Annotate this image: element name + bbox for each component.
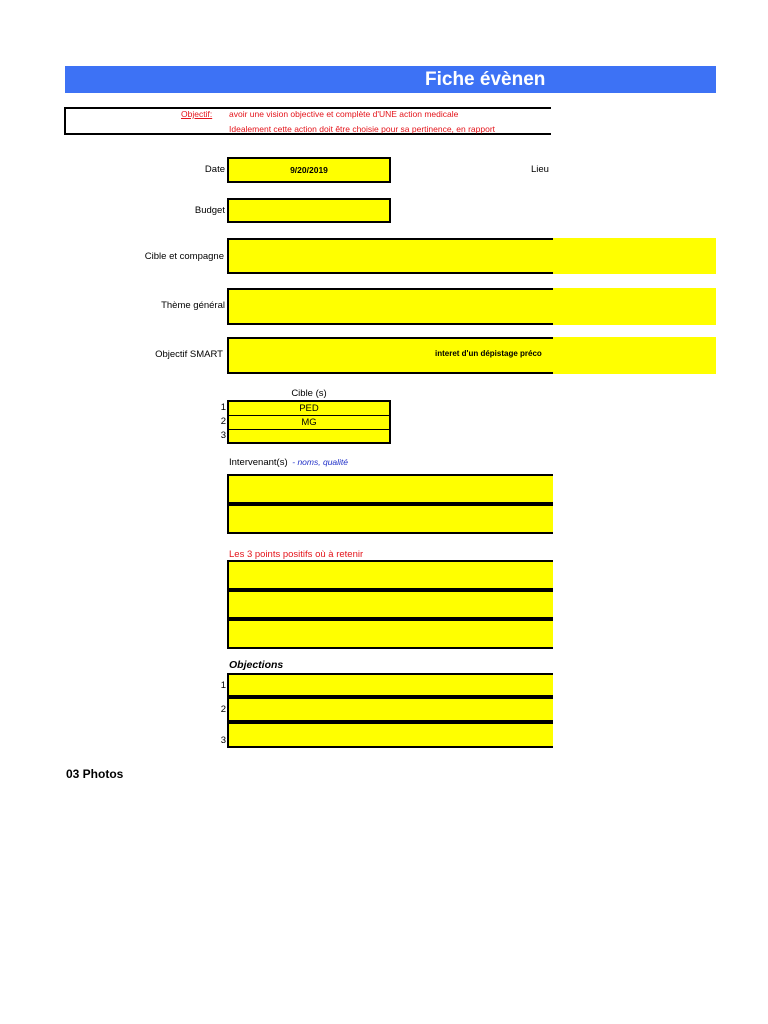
intervenants-label-text: Intervenant(s) — [229, 457, 288, 468]
title-bar — [65, 66, 716, 93]
page-title: Fiche évènen — [425, 69, 546, 90]
cibles-table — [227, 400, 391, 444]
date-field[interactable] — [227, 157, 391, 183]
date-value: 9/20/2019 — [290, 165, 328, 175]
cible-row[interactable] — [229, 402, 389, 416]
cible-row[interactable] — [229, 416, 389, 430]
smart-field[interactable] — [227, 337, 716, 374]
objection-field[interactable] — [227, 673, 553, 697]
objection-field[interactable] — [227, 697, 553, 722]
smart-value: interet d'un dépistage préco — [435, 349, 542, 358]
cibles-header: Cible (s) — [291, 388, 327, 399]
lieu-label: Lieu — [531, 164, 549, 175]
cible-value: MG — [301, 417, 317, 428]
point-field[interactable] — [227, 590, 553, 619]
theme-field[interactable] — [227, 288, 716, 325]
cible-value: PED — [299, 403, 319, 414]
budget-label: Budget — [194, 205, 225, 216]
budget-field[interactable] — [227, 198, 391, 223]
objection-row-number: 2 — [220, 704, 226, 715]
cible-campagne-label: Cible et compagne — [144, 251, 224, 262]
objection-field[interactable] — [227, 722, 553, 748]
cible-row-number: 1 — [220, 402, 226, 413]
intervenant-field[interactable] — [227, 504, 553, 534]
cible-campagne-field[interactable] — [227, 238, 716, 274]
date-label: Date — [204, 164, 225, 175]
point-field[interactable] — [227, 619, 553, 649]
point-field[interactable] — [227, 560, 553, 590]
cible-row[interactable] — [229, 430, 389, 443]
objective-line-2: Idealement cette action doit être choisie pour sa pertinence, en rapport — [229, 124, 496, 134]
objections-label: Objections — [229, 659, 284, 671]
intervenants-label — [229, 457, 348, 468]
objection-row-number: 3 — [220, 735, 226, 746]
cible-row-number: 3 — [220, 430, 226, 441]
points-label: Les 3 points positifs où à retenir — [229, 549, 364, 560]
photos-label: 03 Photos — [66, 767, 124, 781]
theme-label: Thème général — [161, 300, 225, 311]
smart-label: Objectif SMART — [155, 349, 223, 360]
intervenant-field[interactable] — [227, 474, 553, 504]
cible-row-number: 2 — [220, 416, 226, 427]
objection-row-number: 1 — [220, 680, 226, 691]
objective-line-1: avoir une vision objective et complète d'UNE action medicale — [229, 109, 459, 119]
intervenants-hint: - noms, qualité — [292, 457, 349, 467]
objective-label: Objectif: — [181, 109, 213, 119]
